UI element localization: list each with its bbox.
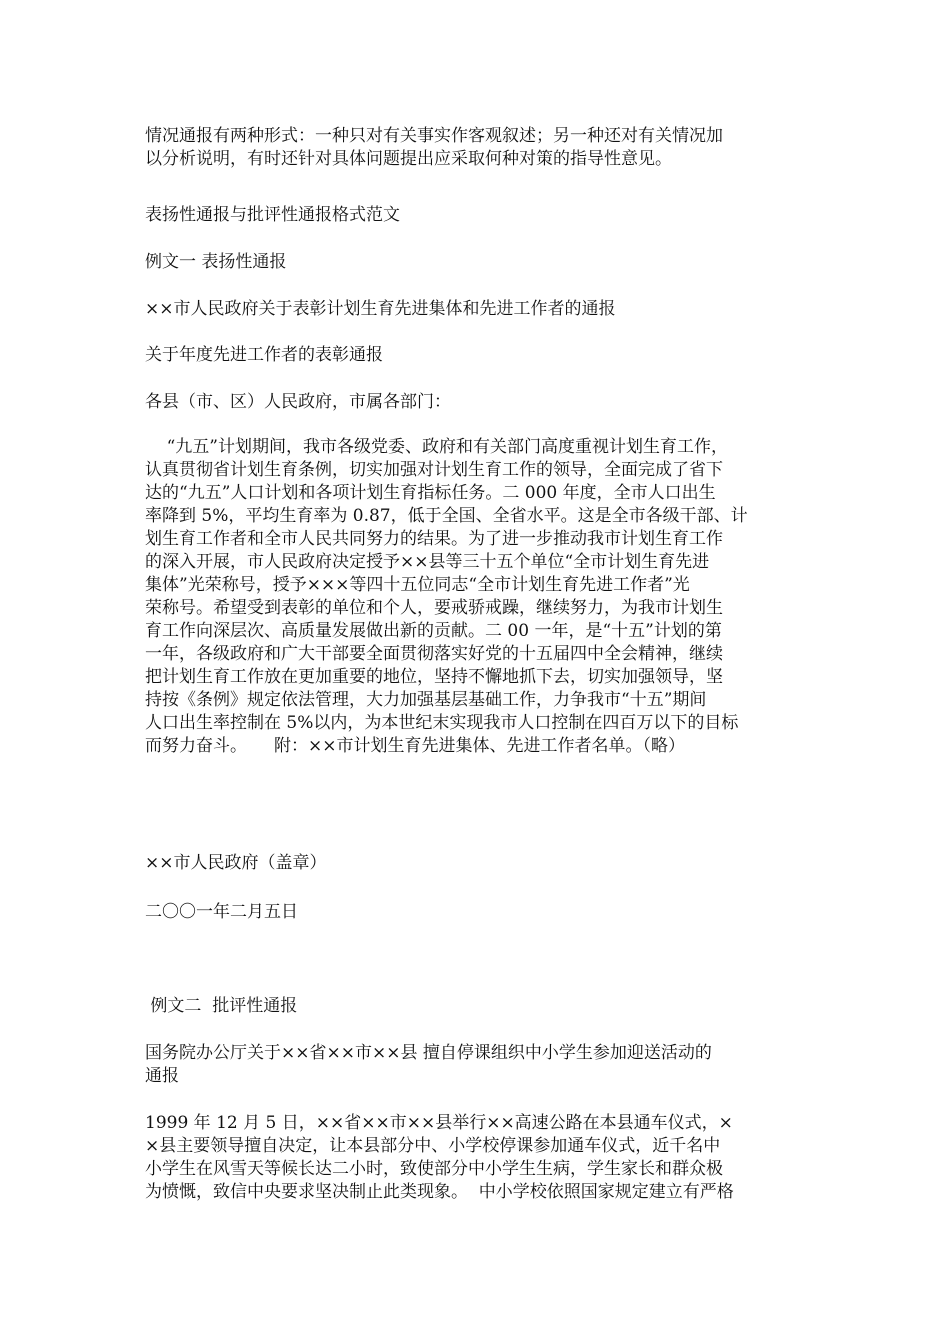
text-line: 荣称号。希望受到表彰的单位和个人，要戒骄戒躁，继续努力，为我市计划生 (145, 598, 723, 618)
text-line: 持按《条例》规定依法管理，大力加强基层基础工作，力争我市“十五”期间 (145, 690, 707, 710)
text-line: 以分析说明，有时还针对具体问题提出应采取何种对策的指导性意见。 (145, 149, 672, 169)
example1-label: 例文一 表扬性通报 (145, 252, 287, 272)
text-line: 达的“九五”人口计划和各项计划生育指标任务。二 000 年度，全市人口出生 (145, 483, 716, 503)
text-line: 划生育工作者和全市人民共同努力的结果。为了进一步推动我市计划生育工作 (145, 529, 723, 549)
section-heading: 表扬性通报与批评性通报格式范文 (145, 205, 400, 225)
text-line: ×县主要领导擅自决定，让本县部分中、小学校停课参加通车仪式，近千名中 (145, 1136, 721, 1156)
example1-title: ××市人民政府关于表彰计划生育先进集体和先进工作者的通报 (145, 299, 616, 319)
text-line: 小学生在风雪天等候长达二小时，致使部分中小学生生病，学生家长和群众极 (145, 1159, 723, 1179)
text-line: 国务院办公厅关于××省××市××县 擅自停课组织中小学生参加迎送活动的 (145, 1043, 712, 1063)
text-line: 一年，各级政府和广大干部要全面贯彻落实好党的十五届四中全会精神，继续 (145, 644, 723, 664)
text-line: 率降到 5%，平均生育率为 0.87，低于全国、全省水平。这是全市各级干部、计 (145, 506, 748, 526)
text-line: 1999 年 12 月 5 日，××省××市××县举行××高速公路在本县通车仪式，× (145, 1113, 733, 1133)
text-line: 为愤慨，致信中央要求坚决制止此类现象。 中小学校依照国家规定建立有严格 (145, 1182, 734, 1202)
text-line: 集体”光荣称号，授予×××等四十五位同志“全市计划生育先进工作者”光 (145, 575, 690, 595)
text-line: 育工作向深层次、高质量发展做出新的贡献。二 00 一年，是“十五”计划的第 (145, 621, 722, 641)
example1-subtitle: 关于年度先进工作者的表彰通报 (145, 345, 383, 365)
text-line: 通报 (145, 1066, 179, 1086)
text-line: “九五”计划期间，我市各级党委、政府和有关部门高度重视计划生育工作， (145, 437, 728, 457)
text-line: 人口出生率控制在 5%以内，为本世纪末实现我市人口控制在四百万以下的目标 (145, 713, 739, 733)
example1-date: 二〇〇一年二月五日 (145, 902, 298, 922)
text-line: 而努力奋斗。 附：××市计划生育先进集体、先进工作者名单。（略） (145, 736, 686, 756)
example1-signature: ××市人民政府（盖章） (145, 853, 327, 873)
text-line: 认真贯彻省计划生育条例，切实加强对计划生育工作的领导，全面完成了省下 (145, 460, 723, 480)
example2-title (145, 1042, 805, 1088)
text-line: 把计划生育工作放在更加重要的地位，坚持不懈地抓下去，切实加强领导，坚 (145, 667, 723, 687)
example1-body (145, 436, 805, 758)
example2-label: 例文二 批评性通报 (145, 996, 298, 1016)
example2-body (145, 1112, 805, 1204)
example1-salutation: 各县（市、区）人民政府，市属各部门： (145, 392, 451, 412)
intro-paragraph (145, 125, 805, 171)
text-line: 情况通报有两种形式：一种只对有关事实作客观叙述；另一种还对有关情况加 (145, 126, 723, 146)
text-line: 的深入开展，市人民政府决定授予××县等三十五个单位“全市计划生育先进 (145, 552, 710, 572)
